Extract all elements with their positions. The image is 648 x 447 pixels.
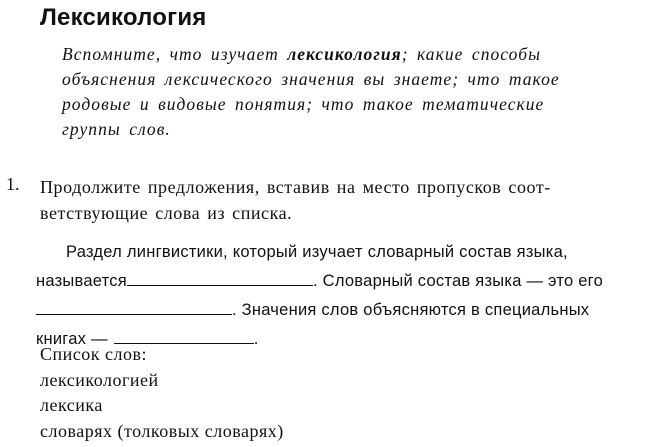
task-instruction <box>40 174 640 226</box>
exercise-line-1: Раздел лингвистики, который изучает словарный состав языка, <box>66 243 568 261</box>
fill-in-exercise <box>36 238 642 354</box>
answer-blank-2[interactable] <box>36 299 232 315</box>
intro-line-2: объяснения лексического значения вы знаете; что такое <box>62 69 560 89</box>
word-list-item: лексика <box>40 395 103 415</box>
answer-blank-1[interactable] <box>127 270 313 286</box>
intro-line-1 <box>62 42 642 67</box>
intro-line-1-end: ; какие способы <box>401 44 542 64</box>
word-list <box>40 342 284 444</box>
page-title: Лексикология <box>40 4 207 31</box>
intro-line-4: группы слов. <box>62 119 171 139</box>
task-instruction-line-2: ветствующие слова из списка. <box>40 203 293 223</box>
word-list-item: словарях (толковых словарях) <box>40 420 284 441</box>
exercise-line-3-end: . Значения слов объясняются в специальных <box>232 301 590 319</box>
exercise-line-4-start: книгах — <box>36 330 108 348</box>
word-list-header: Список слов: <box>40 344 147 364</box>
task-number: 1. <box>6 174 20 194</box>
word-list-item: лексикологией <box>40 369 159 390</box>
exercise-line-4-end: . <box>253 330 259 348</box>
intro-line-3: родовые и видовые понятия; что такое тематические <box>62 94 545 114</box>
intro-paragraph <box>62 42 642 142</box>
exercise-line-3 <box>36 296 642 325</box>
intro-line-1-start: Вспомните, что изучает <box>62 44 288 64</box>
exercise-line-2-start: называется <box>36 272 127 290</box>
exercise-line-2-end: . Словарный состав языка — это его <box>312 272 604 290</box>
intro-keyword: лексикология <box>287 44 402 64</box>
exercise-line-2 <box>36 267 642 296</box>
task-instruction-line-1: Продолжите предложения, вставив на место пропусков соот- <box>40 177 551 197</box>
